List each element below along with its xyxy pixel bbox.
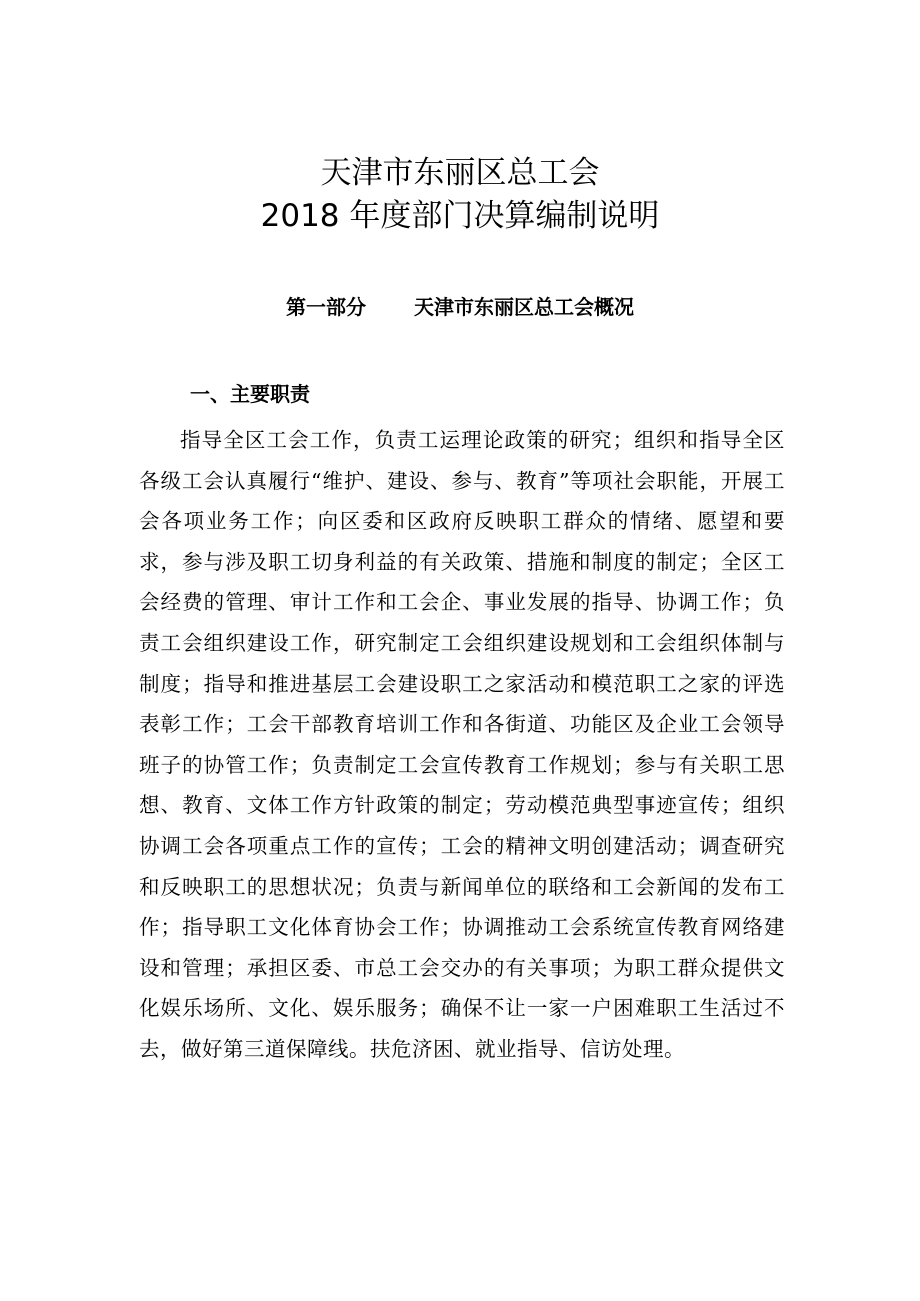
part-label: 第一部分: [286, 295, 366, 319]
part-heading: [0, 293, 920, 321]
section-heading: 一、主要职责: [190, 382, 310, 406]
responsibilities-paragraph: 指导全区工会工作，负责工运理论政策的研究；组织和指导全区各级工会认真履行“维护、建设、参与、教育”等项社会职能，开展工会各项业务工作；向区委和区政府反映职工群众的情绪、愿望和要求，参与涉及职工切身利益的有关政策、措施和制度的制定；全区工会经费的管理、审计工作和工会企、事业发展的指导、协调工作；负责工会组织建设工作，研究制定工会组织建设规划和工会组织体制与制度；指导和推进基层工会建设职工之家活动和模范职工之家的评选表彰工作；工会干部教育培训工作和各街道、功能区及企业工会领导班子的协管工作；负责制定工会宣传教育工作规划；参与有关职工思想、教育、文体工作方针政策的制定；劳动模范典型事迹宣传；组织协调工会各项重点工作的宣传；工会的精神文明创建活动；调查研究和反映职工的思想状况；负责与新闻单位的联络和工会新闻的发布工作；指导职工文化体育协会工作；协调推动工会系统宣传教育网络建设和管理；承担区委、市总工会交办的有关事项；为职工群众提供文化娱乐场所、文化、娱乐服务；确保不让一家一户困难职工生活过不去，做好第三道保障线。扶危济困、就业指导、信访处理。: [139, 428, 785, 1061]
document-title-line-2: 2018 年度部门决算编制说明: [260, 198, 660, 234]
part-title: 天津市东丽区总工会概况: [414, 295, 634, 319]
document-title-line-1: 天津市东丽区总工会: [320, 155, 600, 191]
